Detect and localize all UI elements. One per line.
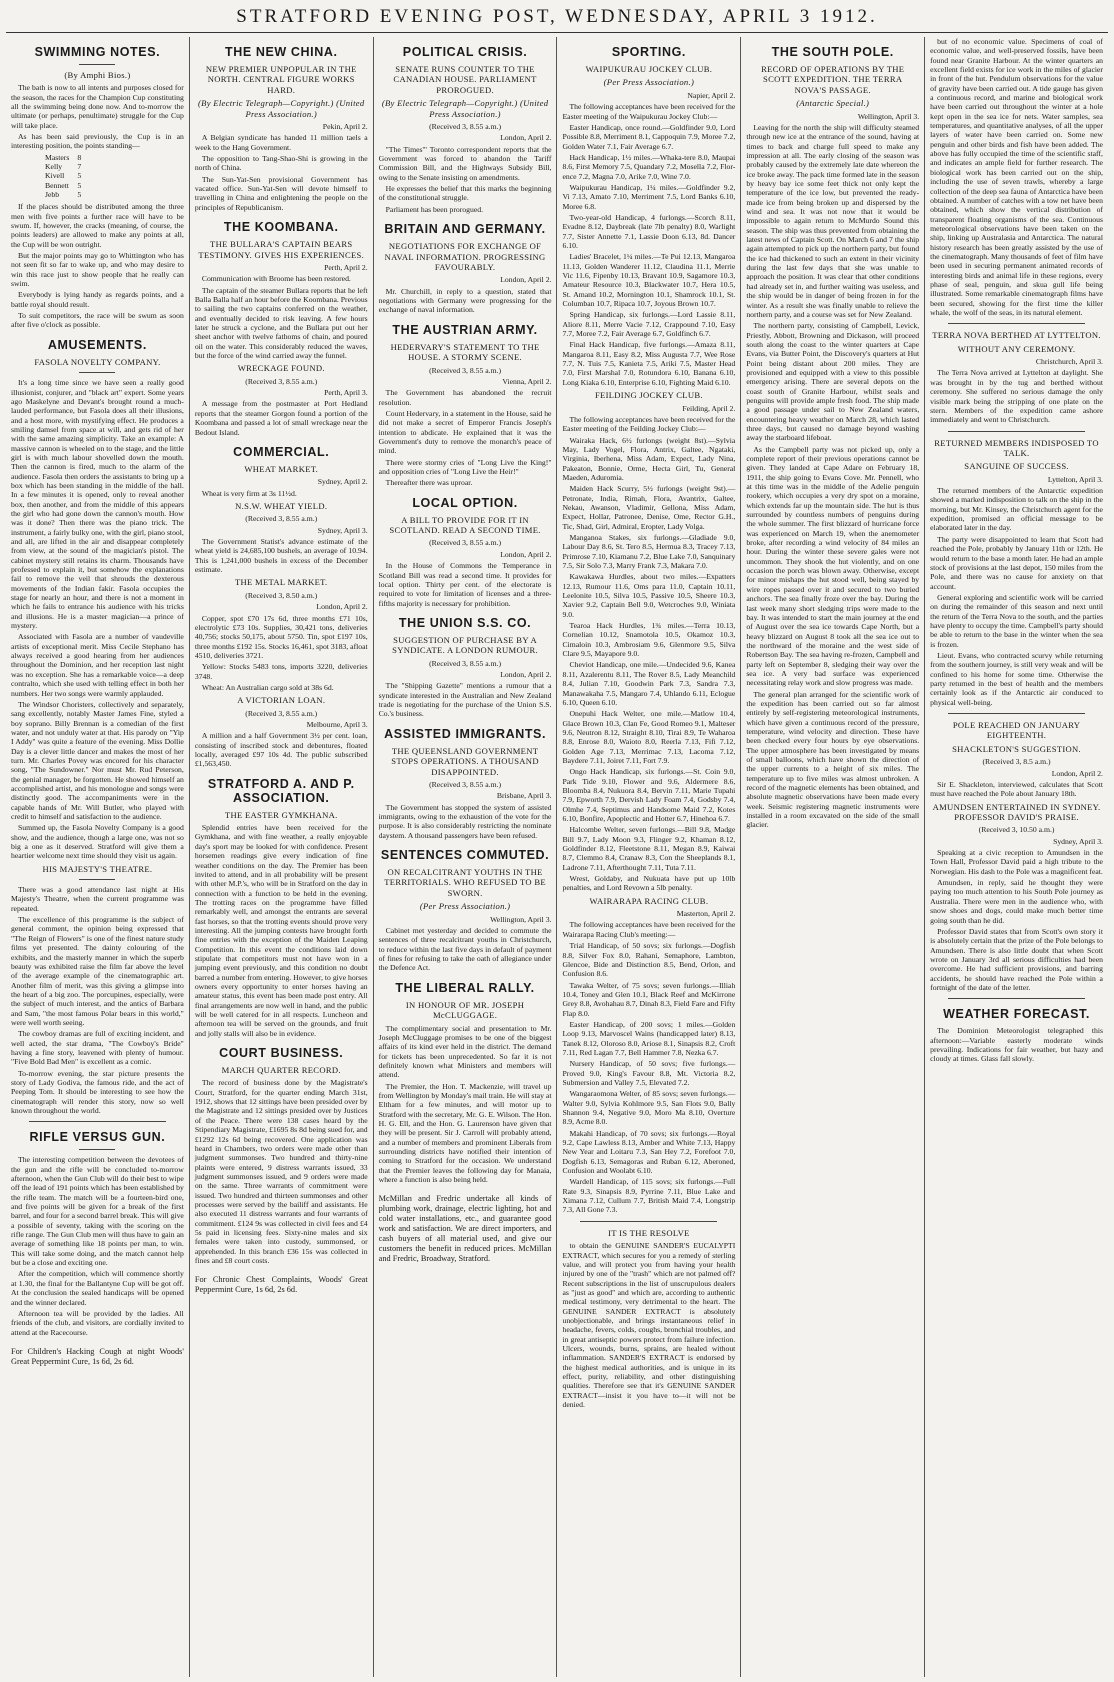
paragraph: Two-year-old Handicap, 4 furlongs.—Scorch 8.11, Evadne 8.12, Daybreak (late 7lb penalty) 8.0, Warlight 7.7, Sister Annette 7.1, Lassie Doon 6.13, 8d. Dancer 6.10. bbox=[562, 212, 736, 250]
paragraph: Maiden Hack Scurry, 5½ furlongs (weight 9st).—Petronate, India, Rimah, Flora, Avantrix, Galtee, Nekau, Awanson, Vladimir, Gellona, Miss Adam, Expect, Hollar, Patronee, Denise, Ome, Rector G.H., Tic, Shad, Girl, Admiral, Eropter, Lady Volga. bbox=[562, 484, 736, 531]
dateline: Brisbane, April 3. bbox=[496, 791, 552, 801]
paragraph: Summed up, the Fasola Novelty Company is a good show, and the audience, though a large one, was not so big a one as it deserved. Stratford will give them a heartier welcome next time should they visit us again. bbox=[11, 823, 184, 861]
paragraph: Spring Handicap, six furlongs.—Lord Lassie 8.11, Aliore 8.11, Merre Vacie 7.12, Crappound 7.10, Easy 7.7, Moree 7.2, Fair Average 6.7, Goldfinch 6.7. bbox=[562, 310, 736, 339]
subheading: THE BULLARA'S CAPTAIN BEARS TESTIMONY. GIVES HIS EXPERIENCES. bbox=[198, 239, 365, 260]
name-cell: Bennett bbox=[45, 180, 69, 190]
paragraph: The following acceptances have been received for the Wairarapa Racing Club's meeting:— bbox=[562, 920, 736, 939]
paragraph: Nursery Handicap, of 50 sovs; five furlongs.—Proved 9.0, King's Favour 8.8, Mt. Victoria 8.2, Submersion and Valley 7.5, Elevated 7.2. bbox=[562, 1059, 736, 1087]
paragraph: The general plan arranged for the scientific work of the expedition has been carried out so far almost entirely by self-registering meteorological instruments, which have given a continuous record of the pressure, temperature, wind velocity and direction. These have been checked every four hours by eye observations. The upper atmosphere has been investigated by means of small balloons, which have shown the direction of the upper currents to a height of six miles. The temperature up to five miles was almost unbroken. A record of the magnetic elements has been obtained, and absolute magnetic observations have been made every week. Seismic registering magnetic instruments were installed in a room excavated on the side of the small glacier. bbox=[746, 689, 920, 830]
column-5 bbox=[741, 37, 925, 1677]
name-cell: Kivell bbox=[45, 171, 65, 181]
byline: (Antarctic Special.) bbox=[796, 98, 870, 109]
koombana-heading: THE KOOMBANA. bbox=[223, 220, 339, 235]
paragraph: The Government has stopped the system of assisted immigrants, owing to the exhaustion of the vote for the purpose. It is also considerably restricting the nominate daystem. A thousand passengers have been refused. bbox=[378, 802, 552, 840]
paragraph: Associated with Fasola are a number of vaudeville artists of exceptional merit. Miss Cecile Stephano has always received a good hearing from her audiences throughout the Dominion, and her reception last night was no exception. She has a remarkable voice—a deep contralto, which she used with telling effect in both her numbers. Her two songs were warmly applauded. bbox=[11, 632, 184, 698]
masthead: STRATFORD EVENING POST, WEDNESDAY, APRIL 3 1912. bbox=[6, 4, 1108, 33]
dateline: Perth, April 3. bbox=[324, 388, 368, 398]
divider bbox=[948, 431, 1085, 432]
paragraph: Lieut. Evans, who contracted scurvy while returning from the southern journey, is still very weak and will be confined to his home for some time. Otherwise the party returned in the best of health and the members certainly look as if the Antarctic air conduced to physical well-being. bbox=[930, 650, 1103, 707]
paragraph: Wardell Handicap, of 115 sovs; six furlongs.—Full Rate 9.3, Sinapsis 8.9, Pyrrine 7.11, Blue Lake and Ximana 7.12, Cullum 7.7, British Maid 7.4, Longstrip 7.3, All Gone 7.3. bbox=[562, 1177, 736, 1215]
subheading: ON RECALCITRANT YOUTHS IN THE TERRITORIALS. WHO REFUSED TO BE SWORN. bbox=[384, 867, 546, 898]
paragraph: The northern party, consisting of Campbell, Levick, Priestly, Abbott, Browning and Dickason, will proceed south along the coast to the winter quarters at Cape Evans, via Butter Point, the Discovery's quarters at Hut Point being distant about 200 miles. They are provisioned and equipped with a view to this possible emergency arising. There are several depots on the coast south of Granite Harbour, whilst seals and penguins will provide ample fresh food. The ship made a good passage under sail to New Zealand waters, encountering heavy weather on March 28, which lasted three days, but caused no damage beyond washing away the starboard lifeboat. bbox=[746, 321, 920, 443]
paragraph: To suit competitors, the race will be swum as soon after five o'clock as possible. bbox=[11, 311, 184, 330]
advertisement: to obtain the GENUINE SANDER'S EUCALYPTI EXTRACT, which secures for you a remedy of sterling value, and will protect you from having your health injured by one of the "trash" which are not palmed off? Recent subscriptions in the list of unscrupulous dealers as "just as good" and which are, according to authentic medical testimony, very detrimental to the heart. The GENUINE SANDER EXTRACT is absolutely unobjectionable, and brings instantaneous relief in headache, fevers, colds, coughs, bronchial troubles, and in great antiseptic powers protect from failure infection. Ulcers, wounds, burns, sprains, are healed without inflammation. SANDER'S EXTRACT is endorsed by the highest medical authorities, and is unique in its effect, purity, reliability, and other distinguishing qualities. Therefore see that it's GENUINE SANDER EXTRACT—insist it you have to—it will not be denied. bbox=[562, 1241, 736, 1410]
advertisement: For Chronic Chest Complaints, Woods' Great Peppermint Cure, 1s 6d, 2s 6d. bbox=[194, 1275, 368, 1295]
paragraph: The Dominion Meteorologist telegraphed this afternoon:—Variable easterly moderate winds prevailing. Indications for fair weather, but hazy and cloudy at times. Glass fall slowly. bbox=[930, 1026, 1103, 1064]
paragraph: As has been said previously, the Cup is in an interesting position, the points standing— bbox=[11, 132, 184, 151]
paragraph: The Government Statist's advance estimate of the wheat yield is 24,685,100 bushels, an average of 10.94. This is 1,241,000 bushels in excess of the December estimate. bbox=[194, 537, 368, 575]
name-cell: Masters bbox=[45, 152, 70, 162]
dateline: Sydney, April 2. bbox=[317, 477, 368, 487]
paragraph: Manganoa Stakes, six furlongs.—Gladiade 9.0, Labour Day 8.6, St. Tero 8.5, Hermua 8.3, Tracey 7.13, Primrose 7.10, Kiamanu 7.2, Blue Lake 7.0, Sanquinary 7.5, Sir Solo 7.3, Marry Frank 7.3, Makara 7.0. bbox=[562, 533, 736, 571]
paragraph: General exploring and scientific work will be carried on during the remainder of this season and next until the return of the Terra Nova to the south, and the parties have plenty to occupy the time. Campbell's party should be able to return to the base in the winter when the sea is frozen. bbox=[930, 592, 1103, 649]
paragraph: The following acceptances have been received for the Easter meeting of the Waipukurau Jockey Club:— bbox=[562, 102, 736, 121]
subheading: RETURNED MEMBERS INDISPOSED TO TALK. bbox=[934, 437, 1099, 458]
received-line: (Received 3, 8.55 a.m.) bbox=[429, 365, 502, 375]
subheading: THE METAL MARKET. bbox=[235, 577, 328, 588]
austrian-army-heading: THE AUSTRIAN ARMY. bbox=[392, 322, 538, 337]
advertisement-heading: IT IS THE RESOLVE bbox=[608, 1227, 690, 1238]
subheading: N.S.W. WHEAT YIELD. bbox=[235, 500, 328, 511]
china-heading: THE NEW CHINA. bbox=[224, 45, 338, 59]
paragraph: Everybody is lying handy as regards points, and a battle royal should result. bbox=[11, 290, 184, 309]
paragraph: If the places should be distributed among the three men with five points a further race will have to be swum. If, however, the cracks (meaning, of course, the points leaders) are allowed to make any points at all, the Cup will be won outright. bbox=[11, 202, 184, 249]
paragraph: A message from the postmaster at Port Hedland reports that the steamer Gorgon found a portion of the Koombana and passed a lot of small wreckage near the Bedout Island. bbox=[194, 399, 368, 437]
divider bbox=[580, 1221, 717, 1222]
paragraph: Thereafter there was uproar. bbox=[385, 478, 473, 488]
subheading: MARCH QUARTER RECORD. bbox=[221, 1065, 341, 1076]
subheading: SUGGESTION OF PURCHASE BY A SYNDICATE. A LONDON RUMOUR. bbox=[392, 634, 538, 656]
received-line: (Received 3, 8.55 a.m.) bbox=[429, 658, 502, 668]
dateline: Wellington, April 3. bbox=[490, 914, 552, 924]
political-heading: POLITICAL CRISIS. bbox=[402, 45, 528, 59]
divider bbox=[79, 879, 115, 880]
paragraph: Onepuhi Hack Welter, one mile.—Matlow 10.4, Glace Brown 10.3, Clan Fe, Good Romeo 9.1, Malteser 9.6, Neutron 8.12, Straight 8.10, Tirai 8.9, Te Waharoa 8.8, Enrose 8.0, Waioto 8.0, Reerla 7.13, Fifi 7.12, Golden Age 7.13, Merrimac 7.13, Lacoma 7.12, Baydere 7.11, Joiret 7.11, Fort 7.9. bbox=[562, 709, 736, 765]
paragraph: A million and a half Government 3½ per cent. loan, consisting of inscribed stock and debentures, floated locally, averaged £97 10s 4d. The public subscribed £1,563,450. bbox=[194, 731, 368, 769]
dateline: Lyttelton, April 3. bbox=[1047, 474, 1103, 484]
received-line: (Received 3, 8.55 a.m.) bbox=[429, 779, 502, 789]
subheading: SANGUINE OF SUCCESS. bbox=[964, 461, 1069, 472]
paragraph: It's a long time since we have seen a really good illusionist, conjurer, and "black art" expert. Some years ago Maskelyne and Devant's brought round a much-lauded performance, but Fasola does all their illusions, and a host more, with mystifying effect. He produces a smiling damsel from space at will, and gets rid of her with the same amazing simplicity. Take an example: A massive cannon is wheeled on to the stage, and the little girl is with much labour shovelled down the mouth. Then the cannon is fired, much to the alarm of the audience. Fasola then orders the assistants to bring up a box which has been standing in the middle of the hall. In a few minutes it is opened, only to reveal another box, then another, and from the middle of this appears the girl who had gone down the cannon's mouth. How was it done? Then there was the piano trick. The instrument, a fairly bulky one, with the girl, piano stool, and all, are lifted in the air and disappear completely from view, at the sound of the magician's pistol. The cabinet mystery still retains its charm. Thousands have professed to explain it, but somehow the explanations fail to remove the veil that shrouds the dexterous movements of the Indian fakir. Fasola occupies the stage for nearly an hour, and there is not a moment in which he fails to entrance his audience with his tricks and illusions. He is a master magician—a prince of mystery. bbox=[11, 378, 184, 631]
subheading: FEILDING JOCKEY CLUB. bbox=[594, 390, 703, 401]
paragraph: Speaking at a civic reception to Amundsen in the Town Hall, Professor David paid a high tribute to the Norwegian. His dash to the Pole was a magnificent feat. bbox=[930, 848, 1103, 876]
paragraph: Hack Handicap, 1½ miles.—Whaka-tere 8.0, Maupai 8.6, First Memory 7.5, Quandary 7.2, Mosella 7.2, Flor-ence 7.2, Magna 7.0, Arike 7.0, Wine 7.0. bbox=[562, 152, 736, 181]
subheading: SHACKLETON'S SUGGESTION. bbox=[952, 743, 1082, 754]
subheading: WAIPUKURAU JOCKEY CLUB. bbox=[585, 64, 713, 74]
rifle-heading: RIFLE VERSUS GUN. bbox=[29, 1130, 166, 1145]
table-row bbox=[41, 162, 85, 171]
paragraph: Kawakawa Hurdles, about two miles.—Expatters 12.13, Rumour 11.6, Oms para 11.0, Captain 10.11, Leelonite 10.5, Silva 10.5, Passive 10.5, Sheere 10.3, Xavier 9.2, Captain Bell 9.0, Wetcroches 9.0, Winiata 9.0. bbox=[562, 572, 736, 619]
paragraph: The interesting competition between the devotees of the gun and the rifle will be concluded to-morrow afternoon, when the Gun Club will do their best to wipe off the lead of 191 points which has been established by the rifle team. The match will be a fourteen-bird one, and five points will be given for a break of the first barrel, and four for a second barrel break. This will give a possible of seventy, taking with the scoring on the rifle range. The Gun Club men will thus have to gain an average of something like 18 points per man, to win. This will take some doing, and the match cannot help but be a close and exciting one. bbox=[11, 1155, 184, 1268]
local-option-heading: LOCAL OPTION. bbox=[412, 495, 518, 510]
name-cell: Jebb bbox=[45, 190, 60, 199]
paragraph: Easter Handicap, once round.—Goldfinder 9.0, Lord Possible 8.8, Merriment 8.1, Cappoquin 7.9, Moree 7.2, Golden Water 7.1, Fair Average 6.7. bbox=[562, 122, 736, 151]
amusements-heading: AMUSEMENTS. bbox=[47, 337, 147, 352]
paragraph: Afternoon tea will be provided by the ladies. All friends of the club, and visitors, are cordially invited to attend at the Racecourse. bbox=[11, 1308, 184, 1337]
paragraph: The Terra Nova arrived at Lyttelton at daylight. She was brought in by the tug and berthed without ceremony. She suffered no serious damage the only visible mark being the stripping of one plate on the stern. Members of the expedition came ashore immediately and went to Christchurch. bbox=[930, 368, 1103, 425]
dateline: Masterton, April 2. bbox=[676, 909, 736, 919]
subheading: THE EASTER GYMKHANA. bbox=[224, 809, 338, 820]
ap-association-heading: STRATFORD A. AND P. ASSOCIATION. bbox=[207, 776, 355, 805]
paragraph: To-morrow evening, the star picture presents the story of Lady Godiva, the famous ride, and the act of Peeping Tom. It should be interesting to see how the cinematograph will render this story, now so well known throughout the world. bbox=[11, 1068, 184, 1116]
paragraph: The captain of the steamer Bullara reports that he left Balla Balla half an hour before the Koombana. Previous to sailing the two captains conferred on the weather, and eventually decided to risk leaving. A few hours later he struck a cyclone, and the Bullara put out her sheet anchor with twelve fathoms of chain, and poured oil on the water. This considerably reduced the waves, but the force of the wind carried away the funnel. bbox=[194, 285, 368, 361]
received-line: (Received 3, 10.50 a.m.) bbox=[978, 825, 1055, 835]
byline: (Per Press Association.) bbox=[603, 77, 695, 88]
dateline: Melbourne, April 3. bbox=[306, 720, 368, 729]
liberal-rally-heading: THE LIBERAL RALLY. bbox=[395, 980, 535, 995]
paragraph: The Premier, the Hon. T. Mackenzie, will travel up from Wellington by Monday's mail train. He will stay at Eltham for a few minutes, and will motor up to Stratford with the secretary, Mr. G. E. Wilson. The Hon. H. G. Ell, and the Hon. G. Laurenson have given that they will be present. Sir J. Carroll will probably attend, and a number of members and prominent Liberals from surrounding districts have notified their intention of coming to Stratford for the occasion. We understand that the Premier leaves the following day for Manaia, where a function is also being held. bbox=[378, 1081, 552, 1185]
paragraph: The Sun-Yat-Sen provisional Government has vacated office. Sun-Yat-Sen will devote himself to travelling in China and enlightening the people on the principles of Republicanism. bbox=[194, 174, 368, 212]
subheading: HEDERVARY'S STATEMENT TO THE HOUSE. A STORMY SCENE. bbox=[390, 341, 540, 363]
dateline: Sydney, April 3. bbox=[317, 525, 368, 535]
paragraph: The complimentary social and presentation to Mr. Joseph McCluggage promises to be one of the biggest affairs of its kind ever held in the district. The demand for tickets has been unprecedented. So far it is not definitely known what Ministers and members will attend. bbox=[378, 1023, 552, 1080]
dateline: London, April 2. bbox=[500, 549, 552, 559]
paragraph: The returned members of the Antarctic expedition showed a marked indisposition to talk on the ship in the morning, but Mr. Kinsey, the Christchurch agent for the expedition, promised an official message to be elaborated later in the day. bbox=[930, 486, 1103, 533]
paragraph: Communication with Broome has been restored. bbox=[201, 274, 351, 284]
column-4 bbox=[557, 37, 741, 1677]
paragraph: Wrest, Goldaby, and Nukuata have put up 10lb penalties, and Lord Revown a 5lb penalty. bbox=[562, 874, 736, 893]
paragraph: There was a good attendance last night at His Majesty's Theatre, when the current programme was repeated. bbox=[11, 885, 184, 913]
received-line: (Received 3, 8.5 a.m.) bbox=[982, 757, 1051, 767]
received-line: (Received 3, 8.50 a.m.) bbox=[245, 590, 318, 600]
divider bbox=[948, 998, 1085, 999]
paragraph: The "Shipping Gazette" mentions a rumour that a syndicate interested in the Australian and New Zealand trade is negotiating for the purchase of the Union S.S. Co.'s business. bbox=[378, 681, 552, 719]
paragraph: Final Hack Handicap, five furlongs.—Amaza 8.11, Mangaroa 8.11, Easy 8.2, Miss Augusta 7.7, Wee Rose 7.7, N. Tuis 7.5, Kanieta 7.5, Ariki 7.5, Master Head 7.0, First Marshal 7.0, Rotundora 6.10, Banana 6.10, Long Kiaka 6.10, Enterprise 6.10, Fighting Maid 6.10. bbox=[562, 340, 736, 387]
byline: (By Electric Telegraph—Copyright.) (United Press Association.) bbox=[198, 98, 365, 119]
subheading: WITHOUT ANY CEREMONY. bbox=[957, 343, 1076, 354]
paragraph: The bath is now to all intents and purposes closed for the season, the races for the Champion Cup constituting all the swimming being done now. And to-morrow the ultimate (or perhaps, penultimate) struggle for the Cup will take place. bbox=[11, 83, 184, 130]
weather-heading: WEATHER FORECAST. bbox=[943, 1007, 1090, 1022]
paragraph: Halcombe Welter, seven furlongs.—Bill 9.8, Madge Bill 9.7, Lady Moon 9.3, Flinger 9.2, Khaman 8.12, Goldfinder 8.12, Fleetstone 8.11, Megan 8.9, Kaiwai 8.7, Clemmo 8.4, Cranaw 8.3, Con the Sheeplands 8.1, Ladrone 7.11, Afterthought 7.11, Tuta 7.11. bbox=[562, 825, 736, 872]
dateline: Wellington, April 3. bbox=[857, 111, 920, 121]
divider bbox=[79, 372, 115, 373]
paragraph: Amundsen, in reply, said he thought they were paying too much attention to his South Pole journey as Australia. There were men in the audience who, with snow shoes and dogs, could make much better time going south than he did. bbox=[930, 878, 1103, 925]
south-pole-heading: THE SOUTH POLE. bbox=[771, 45, 894, 59]
paragraph: As the Campbell party was not picked up, only a complete report of their previous operations cannot be given. They landed at Cape Adare on February 18, 1911, the ship going to Evans Cove. Mr. Pennell, who at this time was in the middle of the Adelie penguin rookery, which occupies a very dry spot on a moraine, which extends far up the mountain side. The hut is thus surrounded by countless numbers of penguins during the whole summer. The first blizzard of hurricane force was experienced on March 19, when the anemometer broke, after recording a wind velocity of 84 miles an hour. During the winter these severe gales were not uncommon. They shook the hut violently, and on one occasion the porch was blown away. Otherwise, except for minor mishaps the hut stood well, being stayed by wire ropes passed over it and secured to two buried anchors. The sea finally froze over the bay. During the last week many short sledging trips were made to the bay. It was intended to start the main journey at the end of August over the sea ice towards Cape North, but a heavy blizzard on August 8 took all the sea ice out to the northward of the moraine and the west side of Robertson Bay. The sea having re-frozen, Campbell and party left on September 8, sledging their way over the sea ice. A very bad surface was experienced necessitating relay work and slow progress was made. bbox=[746, 444, 920, 688]
points-cell: 5 bbox=[77, 171, 82, 181]
advertisement: McMillan and Fredric undertake all kinds of plumbing work, drainage, electric lighting, hot and cold water installations, etc., and guarantee good work and satisfaction. We are direct importers, and cash buyers of all material used, and give our customers the benefit in reduced prices. McMillan and Fredric, Broadway, Stratford. bbox=[378, 1194, 552, 1264]
subheading: NEW PREMIER UNPOPULAR IN THE NORTH. CENTRAL FIGURE WORKS HARD. bbox=[205, 64, 357, 95]
subheading: FASOLA NOVELTY COMPANY. bbox=[34, 356, 161, 367]
paragraph: Mr. Churchill, in reply to a question, stated that negotiations with Germany were progressing for the exchange of naval information. bbox=[378, 286, 552, 315]
dateline: London, April 2. bbox=[500, 275, 552, 285]
paragraph: After the competition, which will commence shortly at 1.30, the final for the Ballantyne Cup will be got off. At the conclusion the sealed handicaps will be opened and the winner declared. bbox=[11, 1269, 184, 1307]
subheading: RECORD OF OPERATIONS BY THE SCOTT EXPEDITION. THE TERRA NOVA'S PASSAGE. bbox=[761, 64, 905, 95]
subheading: TERRA NOVA BERTHED AT LYTTELTON. bbox=[932, 330, 1101, 341]
subheading: IN HONOUR OF MR. JOSEPH McCLUGGAGE. bbox=[405, 999, 525, 1021]
paragraph: Wairaka Hack, 6½ furlongs (weight 8st).—Sylvia May, Lady Vogel, Flora, Antrix, Galtee, Ngataki, Virginia, Iberhena, Miss Adam, Expect, Lady Nina, Pakeaton, Bonnie, Orme, Hecta Girl, Tu, General Maeden, Aduromia. bbox=[562, 435, 736, 482]
points-cell: 7 bbox=[77, 162, 82, 172]
byline: (By Electric Telegraph—Copyright.) (United Press Association.) bbox=[381, 98, 549, 119]
subheading: A BILL TO PROVIDE FOR IT IN SCOTLAND. READ A SECOND TIME. bbox=[389, 514, 541, 536]
paragraph: The cowboy dramas are full of exciting incident, and well acted, the star drama, "The Cowboy's Bride" having a fine story, leavened with plenty of humour. "Five Bold Bad Men" is excellent as a comic. bbox=[11, 1029, 184, 1067]
paragraph: The following acceptances have been received for the Easter meeting of the Feilding Jockey Club:— bbox=[562, 414, 736, 434]
paragraph: Cheviot Handicap, one mile.—Undecided 9.6, Kanea 8.11, Azalerentu 8.11, The Rover 8.5, Lady Meanchild 8.4, Julian 7.10, Goodwin Park 7.3, Sandra 7.3, Manawakaha 7.5, Mangaro 7.4, Uhlando 6.11, Eclogue 6.10, Queen 6.10. bbox=[562, 660, 736, 707]
paragraph: The Windsor Choristers, collectively and separately, sang excellently, notably Master James Fine, styled a boy soprano. Billy Brennan is a comedian of the first water, and not unduly water at that. His parody on "Yip I Addy" was quite a feature of the evening. Miss Dollie Day is a clever little dancer and makes the most of her turn. Mr. Charles Povey was encored for his character song, "The Sundowner." Nor must Mr. Rud Peterson, the genial manager, be forgotten. He showed himself an accomplished artist, and his monologue and songs were distinctly good. The accompaniments were in the capable hands of Mr. Will Butler, who played with credit to himself and satisfaction to the audience. bbox=[11, 699, 184, 821]
paragraph: Leaving for the north the ship will difficulty steamed through new ice at the entrance of the sound, having at times to back and charge full speed to make any impression at all. The early closing of the season was probably caused by the extremely late date whereon the ice broke away. The pack time formed late in the season by heavy bay ice some feet thick not only kept the temperature of the ice low, but prevented the ready-made ice from being broken up and dispersed by the wind and sea. It was not now that it would be impossible to again return to McMurdo Sound this season. The ship was thus prevented from obtaining the latest news of Captain Scott. On March 6 and 7 the ship again attempted to pick up the northern party, but found the ice had thickened to such an extent in their vicinity during the last few days that she was unable to approach the position. It was clear that other conditions had already set in, and further waiting was useless, and the ship would be in danger of being frozen in for the winter. As a result she was finally unable to relieve the northern party, and a course was set for New Zealand. bbox=[746, 122, 920, 319]
paragraph: There were stormy cries of "Long Live the King!" and opposition cries of "Long Live the Heir!" bbox=[378, 457, 552, 476]
name-cell: Kelly bbox=[45, 162, 63, 172]
subheading: A VICTORIAN LOAN. bbox=[237, 695, 326, 706]
assisted-immigrants-heading: ASSISTED IMMIGRANTS. bbox=[384, 726, 547, 741]
points-table bbox=[41, 153, 85, 199]
subheading: NEGOTIATIONS FOR EXCHANGE OF NAVAL INFORMATION. PROGRESSING FAVOURABLY. bbox=[384, 241, 546, 272]
paragraph: Count Hedervary, in a statement in the House, said he did not make a secret of Emperor Francis Joseph's intention to abdicate. He explained that it was the Government's duty to remove the monarch's peace of mind. bbox=[378, 408, 552, 456]
subheading: SENATE RUNS COUNTER TO THE CANADIAN HOUSE. PARLIAMENT PROROGUED. bbox=[393, 64, 537, 95]
paragraph: Cabinet met yesterday and decided to commute the sentences of three recalcitrant youths in Christchurch, to reduce within the last five days in default of payment of fines for refusing to take the oath of allegiance under the Defence Act. bbox=[378, 926, 552, 973]
dateline: Napier, April 2. bbox=[687, 90, 736, 100]
dateline: Feilding, April 2. bbox=[682, 403, 736, 413]
table-row bbox=[41, 181, 85, 190]
subheading: WRECKAGE FOUND. bbox=[237, 363, 325, 374]
britain-germany-heading: BRITAIN AND GERMANY. bbox=[384, 222, 546, 237]
dateline: London, April 2. bbox=[1051, 768, 1103, 778]
column-3 bbox=[374, 37, 558, 1677]
subheading: WHEAT MARKET. bbox=[244, 463, 319, 474]
paragraph: Easter Handicap, of 200 sovs; 1 miles.—Golden Loop 9.13, Marvoscel Wains (handicapped later) 8.13, Tanek 8.12, Oloroso 8.0, Ariose 8.1, Sinapsis 8.2, Croft 7.11, Red Lagan 7.7, Bell Hammer 7.8, Nezka 6.7. bbox=[562, 1019, 736, 1057]
divider bbox=[948, 323, 1085, 324]
paragraph: The Government has abandoned the recruit resolution. bbox=[378, 388, 552, 407]
paragraph: Waipukurau Handicap, 1¼ miles.—Goldfinder 9.2, Vi 7.13, Amato 7.10, Merriment 7.5, Lord Banks 6.10, Moree 6.8. bbox=[562, 182, 736, 211]
commercial-heading: COMMERCIAL. bbox=[233, 444, 330, 459]
points-cell: 5 bbox=[77, 180, 82, 190]
dateline: Perth, April 2. bbox=[324, 262, 368, 272]
paragraph: Ongo Hack Handicap, six furlongs.—St. Coin 9.0, Park Tide 9.10, Flower and 9.6, Aldermere 8.6, Bloomba 8.4, Nukuora 8.4, Bervin 7.11, Marie Tupahi 7.9, Epworth 7.9, Dervish Lady Foam 7.4, Godsby 7.4, Olmhe 7.4, Septimus and Handsome Maid 7.2, Kotes 6.10, Bonfire, Apoplectic and Hotter 6.7, Hinehoa 6.7. bbox=[562, 767, 736, 823]
points-cell: 5 bbox=[77, 190, 82, 199]
paragraph: But the major points may go to Whittington who has not seen fit so far to wake up, and who may desire to win this race just to show people that he really can swim. bbox=[11, 251, 184, 289]
divider bbox=[79, 64, 115, 65]
column-6 bbox=[925, 37, 1108, 1677]
paragraph: Copper, spot £70 17s 6d, three months £71 10s, electrolytic £73 10s. Supplies, 30,421 tons, deliveries 40,756; stocks 50,175, about 5750. Tin, spot £197 10s, three months £192 15s. Stocks 16,461, spot 3183, afloat 4510, deliveries 3721. bbox=[194, 613, 368, 660]
paragraph: The record of business done by the Magistrate's Court, Stratford, for the quarter ending March 31st, 1912, shows that 12 sittings have been presided over by the Magistrate and 12 sittings presided over by Justices of the Peace. There were 138 cases heard by the Stipendiary Magistrate, £1695 8s 8d being sued for, and £1292 12s 6d being recovered. One application was heard in Chambers, two orders were made other than judgment summonses. Two hundred and thirty-nine plaints were entered, 9 distress warrants issued, 33 judgment summonses issued, and 9 orders were made on the same. Three warrants of commitment were issued. Two hundred and thirteen summonses and other processes were served by the bailiff and assistants. He also executed 11 distress warrants and four warrants of commitment. £124 9s was collected in civil fees and £4 5s paid in licensing fees. Sixty-nine males and six females were taken into custody, summonsed, or apprehended. In this branch £36 15s was collected in fines and £8 court costs. bbox=[194, 1078, 368, 1265]
subheading: AMUNDSEN ENTERTAINED IN SYDNEY. PROFESSOR DAVID'S PRAISE. bbox=[932, 801, 1101, 822]
paragraph: Professor David states that from Scott's own story it is absolutely certain that the prize of the Pole belongs to Amundsen. There is also little doubt that when Scott wrote on January 3rd all serious difficulties had been overcome. He had sufficient provisions, and barring accidents, he should have reached the Pole within a fortnight of the date of the letter. bbox=[930, 926, 1103, 992]
received-line: (Received 3, 8.55 a.m.) bbox=[245, 514, 318, 524]
table-row bbox=[41, 190, 85, 199]
paragraph: Parliament has been prorogued. bbox=[385, 204, 483, 214]
table-row bbox=[41, 153, 85, 162]
subheading: THE QUEENSLAND GOVERNMENT STOPS OPERATIONS. A THOUSAND DISAPPOINTED. bbox=[391, 745, 539, 777]
paragraph: Makahi Handicap, of 70 sovs; six furlongs.—Royal 9.2, Cape Lawless 8.13, Amber and White 7.13, Happy New Year and Loitaru 7.3, San Hey 7.2, Forefoot 7.0, Dogfish 6.13, Semagoras and Ruban 6.12, Aberoned, Confusion and Woolabt 6.10. bbox=[562, 1128, 736, 1176]
paragraph: He expresses the belief that this marks the beginning of the constitutional struggle. bbox=[378, 184, 552, 203]
paragraph: The excellence of this programme is the subject of general comment, the opinion being expressed that "The Reign of Flowers" is one of the finest nature study films yet presented. The dainty colouring of the exhibits, and the masterly manner in which the superb beauty was exhibited raise the film far above the level of the average example of the cinematographic art. Another film of merit, was this giving a glimpse into the heart of a big zoo. The porcupines, especially, were the subject of much interest, and the antics of Barbara and Sam, "the most famous Polar bears in this world," were well worth seeing. bbox=[11, 915, 184, 1027]
subheading: POLE REACHED ON JANUARY EIGHTEENTH. bbox=[952, 720, 1081, 741]
dateline: London, April 2. bbox=[316, 602, 368, 612]
paragraph: Splendid entries have been received for the Gymkhana, and with fine weather, a really enjoyable day's sport may be looked for with confidence. Present horsemen readings give every indication of fine weather conditions on the day. The Premier has been invited to attend, and in all probability will be present with other M.P.'s, who will be in Stratford on the day in connection with a function to be held in the evening. The trotting races on the programme have filled remarkably well, and amongst the entrants are several fast horses, so that the trotting events should prove very interesting. All the jumping contests have brought forth fine entries with the exception of the Maiden Leaping Competition. In this event the conditions laid down stipulate that competitors must not have won in a jumping event previously, and this condition no doubt barred a number from entering. However, to give horses owners every opportunity to enter horses having an amateur status, this event has been made post entry. All final arrangements are now well in hand, and the public will be well catered for in all respects. Luncheon and afternoon tea will be served on the grounds, and fruit and jolly stalls will also be in evidence. bbox=[194, 823, 368, 1038]
paragraph: "The Times'" Toronto correspondent reports that the Government was forced to abandon the Tariff Commission Bill, and the Highways Subsidy Bill, owing to the Senate insisting on amendments. bbox=[378, 144, 552, 182]
received-line: (Received 3, 8.55 a.m.) bbox=[245, 708, 318, 718]
union-ss-heading: THE UNION S.S. CO. bbox=[398, 615, 532, 630]
subheading: HIS MAJESTY'S THEATRE. bbox=[42, 863, 153, 874]
dateline: Sydney, April 3. bbox=[1053, 836, 1103, 846]
paragraph: Wheat: An Australian cargo sold at 38s 6d. bbox=[201, 682, 334, 692]
paragraph: but of no economic value. Specimens of coal of economic value, and well-preserved fossils, have been found near Granite Harbour. At the winter quarters an excellent field exists for ice work in the miles of glacier in front of the hut. Pendulum observations for the value of gravity have been carried out. A tide gauge has given a continuous record, and marine and biological work have been carried out throughout the winter at a hole kept open in the sea ice for nets. Water samples, sea temperatures, and quantitative analyses, of all the upper layers of water have been carried on. Some new penguin and other birds and fish have been added. The above has fully occupied the time of the scientific staff, and indicates an ample field for further research. The biological work has been carried out on the ship, including the use of seven trawls, whereby a large collection of the deep sea fauna of Antarctica have been obtained. A number of catches with a tow net have been obtained, which show the vertical distribution of transparent floating organisms of the sea. Continuous meteorological observations have been taken on the ship, linking up Australasia and Antarctica. The natural history research has been greatly assisted by the use of the cinematograph. Many thousands of feet of film have been used in securing permanent animated records of interesting birds and animal life in these regions, every phase of seal, penguin, and skua gull life being illustrated. Some remarkable cinematograph films have been secured, showing for the first time the killer whale, the wolf of the seas, in its natural element. bbox=[930, 37, 1103, 317]
paragraph: The opposition to Tang-Shao-Shi is growing in the north of China. bbox=[194, 154, 368, 173]
column-2 bbox=[190, 37, 374, 1677]
divider bbox=[948, 713, 1085, 714]
swimming-heading: SWIMMING NOTES. bbox=[34, 45, 161, 59]
court-heading: COURT BUSINESS. bbox=[219, 1046, 344, 1061]
received-line: (Received 3, 8.55 a.m.) bbox=[245, 376, 318, 386]
dateline: Vienna, April 2. bbox=[502, 376, 552, 386]
sporting-heading: SPORTING. bbox=[611, 45, 686, 59]
advertisement: For Children's Hacking Cough at night Woods' Great Peppermint Cure, 1s 6d, 2s 6d. bbox=[11, 1346, 184, 1366]
byline: (By Amphi Bios.) bbox=[64, 70, 131, 80]
paragraph: Trial Handicap, of 50 sovs; six furlongs.—Dogfish 8.8, Silver Fox 8.0, Rahani, Semaphore, Lambton, Glencoe, Bide and Distinction 8.5, Bend, Orlon, and Confusion 8.6. bbox=[562, 941, 736, 979]
subheading: WAIRARAPA RACING CLUB. bbox=[589, 895, 709, 906]
paragraph: Sir E. Shackleton, interviewed, calculates that Scott must have reached the Pole about January 18th. bbox=[930, 779, 1103, 799]
paragraph: Wheat is very firm at 3s 11½d. bbox=[201, 488, 297, 498]
divider bbox=[79, 1149, 115, 1150]
sentences-heading: SENTENCES COMMUTED. bbox=[380, 848, 550, 863]
paragraph: The party were disappointed to learn that Scott had reached the Pole, probably by January 11th or 12th. He would return to the base a month later. He had an ample stock of provisions at the last depot, 150 miles from the Pole, and there was no cause for anxiety on that account. bbox=[930, 534, 1103, 591]
paragraph: Tawaka Welter, of 75 sovs; seven furlongs.—Illiah 10.4, Toney and Glen 10.1, Black Reef and McKirrone Grey 8.8, Avohahau 8.7, Dinah 8.3, Field Fare and Fifty Flap 8.0. bbox=[562, 980, 736, 1018]
paragraph: Wangaraomona Welter, of 85 sovs; seven furlongs.—Walter 9.0, Sylvia Kohlmore 9.5, San Flots 9.0, Bally Shannon 9.4, Negative 9.0, Moro Ma 8.10, Overture 8.9, Acme 8.0. bbox=[562, 1089, 736, 1127]
paragraph: Ladies' Bracelet, 1¼ miles.—Te Pui 12.13, Mangaroa 11.13, Golden Wanderer 11.12, Claudina 11.1, Merrie Vic 11.6, Fipenby 10.13, Bravant 10.9, Sagamore 10.3, Amateur Resource 10.3, Blackwater 10.7, Hera 10.5, St. Amand 10.2, Mornington 10.1, Shamrock 10.1, St. Columban 10.7, Ripaca 10.7, Joyous Brown 10.7. bbox=[562, 252, 736, 309]
paragraph: Tearoa Hack Hurdles, 1¾ miles.—Terra 10.13, Cornelian 10.12, Snamotola 10.5, Okamoz 10.3, Cimaloin 10.3, Ambrosiam 9.6, Glenmore 9.5, Silva Clare 9.5, Mayapore 9.0. bbox=[562, 621, 736, 659]
dateline: Christchurch, April 3. bbox=[1035, 357, 1103, 367]
table-row bbox=[41, 171, 85, 180]
received-line: (Received 3, 8.55 a.m.) bbox=[429, 122, 502, 132]
columns bbox=[6, 37, 1108, 1677]
column-1 bbox=[6, 37, 190, 1677]
byline: (Per Press Association.) bbox=[419, 901, 511, 912]
points-cell: 8 bbox=[77, 152, 82, 162]
paragraph: In the House of Commons the Temperance in Scotland Bill was read a second time. It provides for local option. Thirty per cent. of the electorate is required to vote for limitation of licenses and a three-fifths majority is necessary for prohibition. bbox=[378, 561, 552, 608]
divider bbox=[29, 1121, 166, 1122]
dateline: Pekin, April 2. bbox=[322, 122, 368, 132]
dateline: London, April 2. bbox=[500, 133, 552, 143]
received-line: (Received 3, 8.55 a.m.) bbox=[429, 538, 502, 548]
dateline: London, April 2. bbox=[500, 670, 552, 680]
paragraph: Yellow: Stocks 5483 tons, imports 3220, deliveries 3748. bbox=[194, 662, 368, 681]
paragraph: A Belgian syndicate has handed 11 million taels a week to the Hang Government. bbox=[194, 133, 368, 152]
